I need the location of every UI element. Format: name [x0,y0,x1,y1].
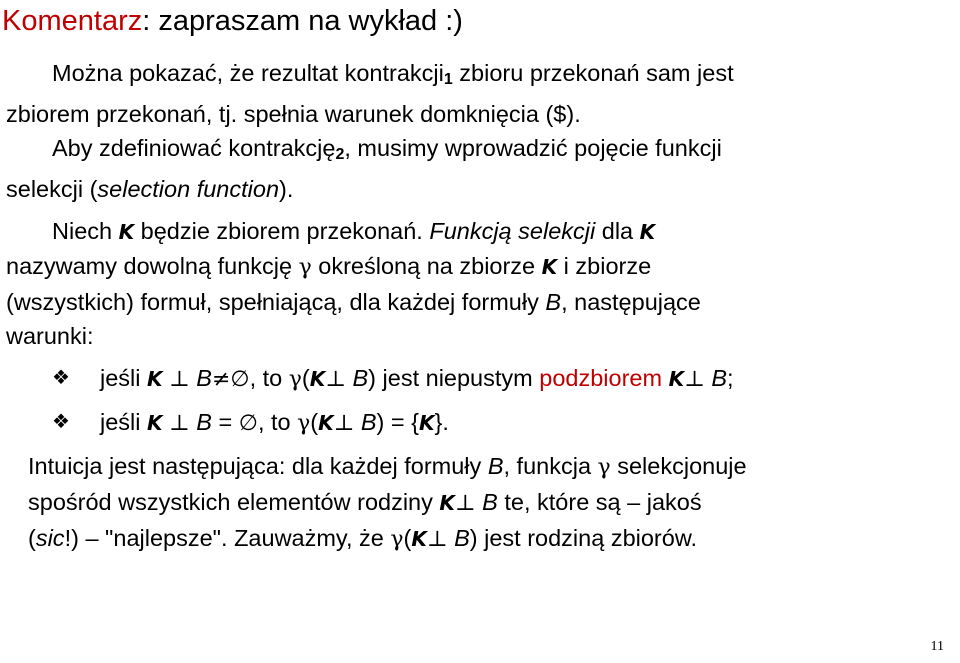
bullet-item-2: ❖ jeśli K ⊥ B = ∅, to γ(K⊥ B) = {K}. [6,405,954,441]
p2-text-e: ). [279,176,294,202]
p1-text-a: Można pokazać, że rezultat kontrakcji [52,60,444,86]
symbol-K: K [668,367,685,391]
symbol-K: K [147,367,163,391]
p3-text-g: i zbiorze [557,253,652,279]
paragraph-2 [6,131,954,206]
slide-title [2,4,463,38]
symbol-K: K [419,411,435,435]
symbol-perp: ⊥ [169,367,190,392]
p4-text-h: ) jest rodziną zbiorów. [469,525,698,551]
b1-text-d: ; [727,365,734,391]
title-rest: : zapraszam na wykład :) [142,5,463,37]
b2-text-b: , to [257,409,298,435]
p3-text-j: warunki: [6,323,94,349]
p3-text-a: Niech [52,218,119,244]
paragraph-1 [6,56,954,131]
p4-text-e: te, które są – jakoś [497,489,702,515]
slide-body [6,56,954,557]
b1-text-a: jeśli [100,365,148,391]
b2-text-c: ) = { [376,409,419,435]
p4-text-c: selekcjonuje [610,453,747,479]
symbol-perp: ⊥ [426,527,448,552]
symbol-perp: ⊥ [454,491,476,516]
p2-subscript: 2 [335,146,345,163]
bullet-item-1: ❖ jeśli K ⊥ B≠∅, to γ(K⊥ B) jest niepustym podzbiorem K⊥ B; [6,361,954,397]
b1-red-term: podzbiorem [539,365,663,391]
symbol-gamma: γ [297,411,311,436]
p3-italic-term: Funkcją selekcji [429,218,596,244]
b1-text-c: ) jest niepustym [368,365,540,391]
symbol-gamma: γ [597,455,611,480]
b2-text-d: }. [434,409,449,435]
page-number: 11 [930,639,944,654]
p1-subscript: 1 [443,71,453,88]
symbol-B: B [487,453,504,479]
p4-text-f: ( [28,525,36,551]
symbol-K: K [439,491,455,515]
p2-italic-term: selection function [97,176,280,202]
paragraph-4: Intuicja jest następująca: dla każdej formuły B, funkcja γ selekcjonuje spośród wszystkich elementów rodziny K⊥ B te, które są – jakoś (sic!) – "najlepsze". Zauważmy, że γ(K⊥ B) jest rodziną zbiorów. [28,453,747,552]
symbol-gamma: γ [298,255,312,280]
p4-text-g: !) – "najlepsze". Zauważmy, że [64,525,391,551]
symbol-K: K [639,220,656,244]
symbol-empty-set: ∅ [238,411,258,436]
b1-text-b: , to [249,365,289,391]
symbol-gamma: γ [288,367,302,392]
symbol-neq: ≠ [211,367,231,392]
p3-text-e: nazywamy dowolną funkcję [6,253,299,279]
p2-text-b: , musimy wprowadzić pojęcie funkcji [344,135,722,161]
symbol-B: B [454,525,470,551]
p1-text-b: zbioru przekonań sam jest [452,60,734,86]
p3-text-b: będzie zbiorem przekonań. [134,218,430,244]
diamond-bullet-icon: ❖ [52,411,70,433]
p3-text-d: dla [595,218,640,244]
symbol-perp: ⊥ [684,367,705,392]
p4-text-d: spośród wszystkich elementów rodziny [28,489,440,515]
b2-text-a: jeśli [100,409,148,435]
symbol-B: B [482,489,498,515]
p4-italic-sic: sic [35,525,65,551]
p4-text-b: , funkcja [503,453,598,479]
symbol-K: K [318,411,334,435]
p3-text-f: określoną na zbiorze [311,253,542,279]
symbol-B: B [196,365,212,391]
symbol-K: K [309,367,326,391]
symbol-perp: ⊥ [325,367,346,392]
symbol-B: B [352,365,369,391]
p2-text-c: selekcji ( [6,176,98,202]
symbol-gamma: γ [390,527,404,552]
symbol-B: B [360,409,377,435]
symbol-B: B [711,365,728,391]
p1-text-c: zbiorem przekonań, tj. spełnia warunek domknięcia ($). [6,101,581,127]
symbol-empty-set: ∅ [230,367,250,392]
symbol-B: B [196,409,212,435]
p3-text-h: (wszystkich) formuł, spełniającą, dla każdej formuły [6,289,546,315]
symbol-perp: ⊥ [169,411,190,436]
p3-text-i: , następujące [561,289,701,315]
symbol-K: K [411,527,427,551]
symbol-K: K [118,220,135,244]
p2-text-a: Aby zdefiniować kontrakcję [52,135,336,161]
diamond-bullet-icon: ❖ [52,367,70,389]
paragraph-3 [6,214,954,353]
symbol-B: B [545,289,562,315]
b2-equals: = [211,409,239,435]
symbol-K: K [541,255,558,279]
p4-text-a: Intuicja jest następująca: dla każdej formuły [28,453,488,479]
symbol-K: K [147,411,163,435]
title-main: Komentarz [2,5,143,37]
symbol-perp: ⊥ [333,411,355,436]
